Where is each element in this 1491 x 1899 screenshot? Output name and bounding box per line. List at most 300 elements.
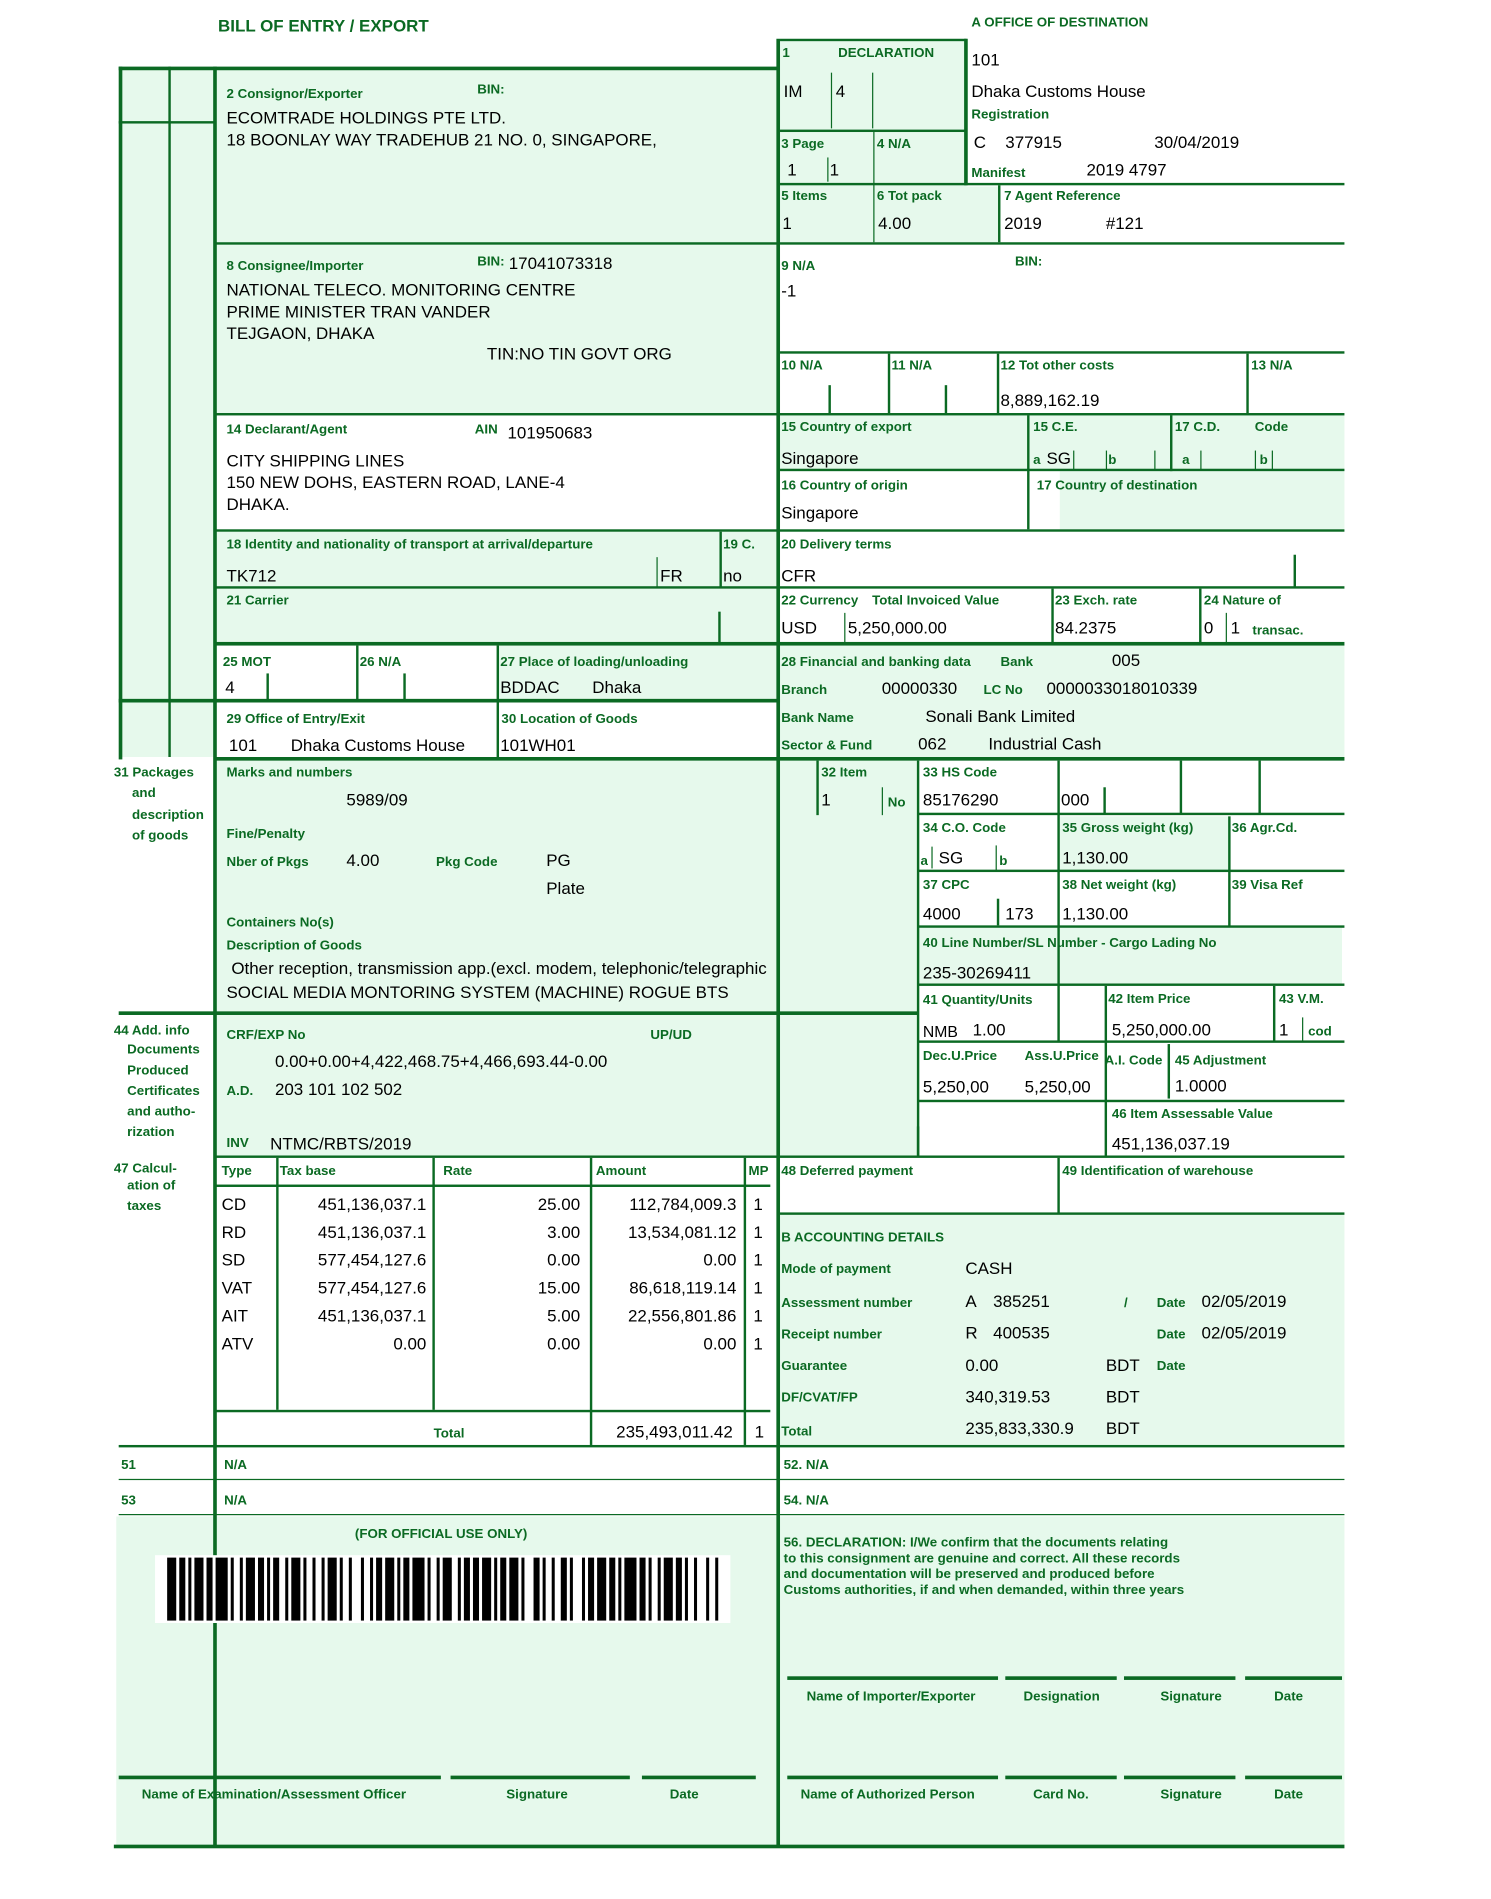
na9-value: -1 bbox=[781, 280, 797, 301]
place-code: BDDAC bbox=[500, 677, 560, 697]
barcode-bar bbox=[500, 1558, 506, 1621]
receipt-date-label: Date bbox=[1156, 1327, 1186, 1343]
line bbox=[917, 1126, 919, 1155]
cpc-label: 37 CPC bbox=[922, 878, 970, 893]
info-label-4: Certificates bbox=[127, 1084, 200, 1099]
tax-cell-type: CD bbox=[221, 1194, 247, 1214]
line bbox=[918, 1040, 1344, 1042]
office-code: 101 bbox=[971, 49, 1000, 70]
ad-label: A.D. bbox=[226, 1084, 254, 1099]
assessment-label: Assessment number bbox=[781, 1295, 913, 1311]
line bbox=[918, 870, 1344, 872]
line bbox=[216, 1185, 771, 1187]
desc-label: Description of Goods bbox=[226, 938, 362, 954]
barcode-bar bbox=[240, 1558, 243, 1621]
origin-value: Singapore bbox=[781, 502, 859, 523]
line bbox=[917, 761, 919, 1156]
identity-value: TK712 bbox=[226, 565, 277, 586]
page-label: 3 Page bbox=[781, 136, 825, 152]
bank-value: 005 bbox=[1111, 650, 1141, 670]
pkg-type: Plate bbox=[546, 878, 585, 898]
guarantee-date-label: Date bbox=[1156, 1358, 1186, 1374]
accounting-total-label: Total bbox=[781, 1424, 813, 1439]
tax-cell-mp: 1 bbox=[753, 1333, 763, 1353]
accounting-total-value: 235,833,330.9 bbox=[965, 1418, 1074, 1438]
hs-label: 33 HS Code bbox=[922, 765, 997, 781]
row-51-value: N/A bbox=[224, 1458, 248, 1473]
declarant-label: 14 Declarant/Agent bbox=[226, 422, 348, 438]
marks-label: Marks and numbers bbox=[226, 765, 353, 781]
consignee-line2: PRIME MINISTER TRAN VANDER bbox=[226, 301, 491, 321]
sig-officer-date: Date bbox=[669, 1787, 699, 1803]
tax-total-label: Total bbox=[433, 1426, 465, 1442]
cpc-ext: 173 bbox=[1005, 903, 1034, 923]
c19-label: 19 C. bbox=[723, 537, 755, 553]
na9-label: 9 N/A bbox=[781, 259, 816, 274]
tax-cell-type: SD bbox=[221, 1249, 246, 1270]
deferred-label: 48 Deferred payment bbox=[781, 1163, 914, 1179]
transac-label: transac. bbox=[1252, 623, 1304, 639]
ce-label: 15 C.E. bbox=[1033, 420, 1078, 435]
other-costs-label: 12 Tot other costs bbox=[1000, 358, 1115, 374]
price-value: 5,250,000.00 bbox=[1111, 1019, 1211, 1040]
line bbox=[780, 469, 1344, 471]
sig-authorized-name: Name of Authorized Person bbox=[800, 1787, 975, 1803]
ce-value: SG bbox=[1046, 448, 1071, 468]
mode-value: CASH bbox=[965, 1258, 1013, 1278]
df-label: DF/CVAT/FP bbox=[781, 1390, 858, 1405]
net-value: 1,130.00 bbox=[1062, 903, 1129, 923]
pkgs-label: Nber of Pkgs bbox=[226, 855, 309, 870]
declaration-56-line3: and documentation will be preserved and produced before bbox=[783, 1567, 1155, 1582]
declarant-line3: DHAKA. bbox=[226, 494, 290, 514]
ain-label: AIN bbox=[474, 422, 498, 438]
line bbox=[1105, 986, 1107, 1156]
cd-label: 17 C.D. bbox=[1174, 420, 1221, 435]
qty-value: 1.00 bbox=[972, 1019, 1006, 1040]
fund-value: Industrial Cash bbox=[988, 733, 1102, 754]
tax-cell-amount: 0.00 bbox=[703, 1249, 737, 1270]
tick bbox=[1154, 451, 1155, 470]
entry-name: Dhaka Customs House bbox=[290, 735, 466, 755]
ce-a: a bbox=[1033, 452, 1041, 468]
inv-label: INV bbox=[226, 1136, 249, 1151]
consignee-line1: NATIONAL TELECO. MONITORING CENTRE bbox=[226, 279, 576, 300]
line bbox=[216, 1410, 771, 1412]
tick bbox=[931, 847, 932, 869]
barcode-bar bbox=[464, 1558, 470, 1621]
barcode-bar bbox=[370, 1558, 373, 1621]
guarantee-currency: BDT bbox=[1105, 1355, 1140, 1375]
agr-label: 36 Agr.Cd. bbox=[1231, 821, 1298, 836]
line bbox=[1199, 589, 1201, 644]
nature-a: 0 bbox=[1203, 617, 1214, 638]
line bbox=[718, 612, 720, 643]
mot-value: 4 bbox=[225, 677, 235, 697]
line bbox=[831, 73, 832, 129]
barcode-graphic bbox=[155, 1555, 730, 1623]
tax-cell-type: VAT bbox=[221, 1277, 253, 1298]
hs-value: 85176290 bbox=[922, 789, 999, 810]
barcode-bar bbox=[267, 1558, 270, 1621]
destination-label: 17 Country of destination bbox=[1036, 478, 1198, 493]
line bbox=[119, 1445, 1345, 1447]
upud-label: UP/UD bbox=[650, 1028, 692, 1043]
exch-value: 84.2375 bbox=[1054, 617, 1117, 638]
barcode-bar bbox=[328, 1558, 337, 1621]
na10-label: 10 N/A bbox=[781, 358, 823, 374]
line bbox=[828, 385, 830, 413]
line bbox=[719, 532, 721, 588]
consignee-bin: 17041073318 bbox=[508, 253, 613, 273]
qty-unit: NMB bbox=[922, 1022, 958, 1041]
line bbox=[1273, 986, 1275, 1042]
cod-label: cod bbox=[1308, 1024, 1332, 1040]
bank-name-label: Bank Name bbox=[781, 710, 854, 726]
tax-cell-amount: 86,618,119.14 bbox=[629, 1277, 737, 1298]
warehouse-label: 49 Identification of warehouse bbox=[1062, 1163, 1254, 1179]
line bbox=[119, 1776, 441, 1780]
sig-designation: Designation bbox=[1023, 1689, 1100, 1705]
line bbox=[996, 845, 997, 870]
assessable-label: 46 Item Assessable Value bbox=[1111, 1107, 1273, 1122]
barcode-bar bbox=[412, 1558, 424, 1621]
line bbox=[964, 39, 968, 186]
assessment-value: 385251 bbox=[993, 1291, 1050, 1311]
barcode-bar bbox=[618, 1558, 621, 1621]
info-label-5: and autho- bbox=[127, 1104, 196, 1120]
tax-cell-type: AIT bbox=[221, 1305, 249, 1326]
line bbox=[432, 1158, 434, 1410]
nationality-value: FR bbox=[660, 565, 683, 586]
line bbox=[945, 385, 947, 413]
barcode-bar bbox=[397, 1558, 400, 1621]
line bbox=[1124, 1676, 1235, 1680]
receipt-prefix: R bbox=[965, 1322, 978, 1343]
barcode-bar bbox=[167, 1558, 176, 1621]
tick bbox=[1255, 451, 1256, 470]
branch-label: Branch bbox=[781, 683, 828, 698]
tax-cell-mp: 1 bbox=[753, 1194, 763, 1214]
cd-a: a bbox=[1182, 452, 1190, 468]
line bbox=[998, 185, 1000, 242]
line bbox=[216, 242, 780, 244]
barcode-bar bbox=[312, 1558, 315, 1621]
other-costs-value: 8,889,162.19 bbox=[1000, 390, 1100, 410]
line bbox=[119, 67, 123, 760]
line bbox=[918, 1100, 1344, 1102]
manifest-value: 2019 4797 bbox=[1086, 159, 1167, 180]
na13-label: 13 N/A bbox=[1251, 358, 1293, 374]
line bbox=[1168, 1044, 1170, 1099]
mot-label: 25 MOT bbox=[222, 655, 271, 670]
line bbox=[1051, 589, 1053, 644]
branch-value: 00000330 bbox=[881, 678, 958, 698]
barcode-bar bbox=[458, 1558, 461, 1621]
line bbox=[119, 699, 780, 703]
tax-cell-rate: 25.00 bbox=[537, 1194, 581, 1214]
place-label: 27 Place of loading/unloading bbox=[500, 655, 689, 670]
barcode-bar bbox=[521, 1558, 524, 1621]
tax-cell-mp: 1 bbox=[753, 1222, 763, 1242]
code-b: b bbox=[1259, 452, 1268, 468]
tax-cell-base: 577,454,127.6 bbox=[317, 1277, 427, 1298]
assessment-date-label: Date bbox=[1156, 1295, 1186, 1311]
line bbox=[1294, 555, 1296, 588]
declaration-type-b: 4 bbox=[835, 81, 846, 101]
line bbox=[1180, 761, 1182, 814]
barcode-bar bbox=[588, 1558, 594, 1621]
ass-price-label: Ass.U.Price bbox=[1024, 1048, 1099, 1064]
line bbox=[787, 1676, 998, 1680]
pkgs-value: 4.00 bbox=[346, 850, 380, 870]
co-b: b bbox=[999, 853, 1008, 869]
packages-label-4: of goods bbox=[132, 828, 189, 843]
tax-cell-rate: 5.00 bbox=[547, 1305, 581, 1326]
assessment-date: 02/05/2019 bbox=[1201, 1291, 1287, 1311]
ai-code-label: A.I. Code bbox=[1104, 1053, 1163, 1069]
line bbox=[780, 351, 1344, 353]
pkgcode-label: Pkg Code bbox=[436, 855, 498, 870]
sector-value: 062 bbox=[918, 733, 947, 754]
line bbox=[114, 1845, 1345, 1849]
barcode-bar bbox=[685, 1558, 688, 1621]
packages-label-2: and bbox=[132, 786, 156, 801]
consignor-bin-label: BIN: bbox=[477, 82, 505, 97]
barcode-bar bbox=[552, 1558, 555, 1621]
barcode-bar bbox=[246, 1558, 255, 1621]
tax-cell-type: ATV bbox=[221, 1333, 254, 1353]
taxes-label-3: taxes bbox=[127, 1199, 162, 1214]
vm-label: 43 V.M. bbox=[1279, 991, 1324, 1007]
df-value: 340,319.53 bbox=[965, 1386, 1051, 1407]
exch-label: 23 Exch. rate bbox=[1054, 593, 1138, 609]
barcode-bar bbox=[658, 1558, 661, 1621]
line bbox=[888, 354, 890, 413]
barcode-bar bbox=[340, 1558, 343, 1621]
registration-date: 30/04/2019 bbox=[1154, 132, 1240, 152]
tick bbox=[1272, 451, 1273, 470]
declaration-56-line4: Customs authorities, if and when demanded, within three years bbox=[783, 1583, 1185, 1598]
ce-b: b bbox=[1108, 452, 1117, 468]
code-label: Code bbox=[1254, 420, 1289, 435]
barcode-bar bbox=[349, 1558, 352, 1621]
barcode-bar bbox=[561, 1558, 567, 1621]
line bbox=[1226, 613, 1227, 643]
barcode-bar bbox=[509, 1558, 518, 1621]
tick bbox=[1073, 451, 1074, 470]
line-number-label: 40 Line Number/SL Number - Cargo Lading No bbox=[922, 936, 1217, 951]
item-value: 1 bbox=[821, 789, 831, 810]
tax-cell-mp: 1 bbox=[753, 1277, 763, 1298]
bank-label: Bank bbox=[1000, 655, 1034, 670]
info-label-6: rization bbox=[127, 1125, 175, 1140]
barcode-bar bbox=[676, 1558, 682, 1621]
export-country-label: 15 Country of export bbox=[781, 420, 912, 435]
entry-label: 29 Office of Entry/Exit bbox=[226, 712, 365, 727]
export-country-value: Singapore bbox=[781, 448, 859, 468]
tiv-value: 5,250,000.00 bbox=[847, 617, 947, 638]
place-name: Dhaka bbox=[592, 677, 642, 697]
barcode-bar bbox=[482, 1558, 491, 1621]
barcode-bar bbox=[361, 1558, 364, 1621]
line bbox=[997, 899, 999, 926]
line bbox=[168, 67, 170, 757]
tax-header-mp: MP bbox=[748, 1163, 769, 1179]
page-b: 1 bbox=[829, 159, 840, 180]
ass-price-value: 5,250,00 bbox=[1024, 1076, 1091, 1097]
tax-cell-rate: 0.00 bbox=[547, 1333, 581, 1353]
tick bbox=[1106, 451, 1107, 470]
co-a: a bbox=[920, 853, 928, 869]
co-value: SG bbox=[938, 847, 964, 868]
barcode-bar bbox=[188, 1558, 191, 1621]
adjustment-value: 1.0000 bbox=[1174, 1075, 1227, 1095]
tax-cell-rate: 0.00 bbox=[547, 1249, 581, 1270]
tax-cell-base: 451,136,037.1 bbox=[317, 1305, 427, 1326]
tick bbox=[1200, 451, 1201, 470]
tax-header-amount: Amount bbox=[595, 1163, 647, 1179]
official-use-label: (FOR OFFICIAL USE ONLY) bbox=[354, 1527, 528, 1542]
tax-cell-amount: 13,534,081.12 bbox=[627, 1222, 737, 1242]
vm-value: 1 bbox=[1279, 1019, 1289, 1040]
packages-label-1: 31 Packages bbox=[113, 765, 194, 781]
barcode-bar bbox=[473, 1558, 479, 1621]
packages-label-3: description bbox=[132, 807, 204, 823]
line bbox=[780, 39, 967, 41]
lc-label: LC No bbox=[983, 683, 1023, 698]
barcode bbox=[155, 1555, 730, 1623]
sig-date-top: Date bbox=[1274, 1689, 1304, 1705]
line bbox=[1258, 761, 1260, 814]
line bbox=[918, 925, 1344, 927]
barcode-bar bbox=[534, 1558, 540, 1621]
sig-officer-name: Name of Examination/Assessment Officer bbox=[141, 1787, 407, 1803]
consignee-line3: TEJGAON, DHAKA bbox=[226, 323, 375, 343]
barcode-bar bbox=[582, 1558, 585, 1621]
row-53-value: N/A bbox=[224, 1493, 248, 1508]
barcode-bar bbox=[403, 1558, 409, 1621]
barcode-bar bbox=[640, 1558, 646, 1621]
tax-cell-base: 451,136,037.1 bbox=[317, 1222, 427, 1242]
sig-signature-bottom: Signature bbox=[1160, 1787, 1222, 1803]
adjustment-label: 45 Adjustment bbox=[1174, 1053, 1267, 1069]
taxes-label-1: 47 Calcul- bbox=[113, 1161, 177, 1177]
line bbox=[1027, 415, 1029, 529]
lc-value: 0000033018010339 bbox=[1046, 678, 1198, 698]
declaration-56-line1: 56. DECLARATION: I/We confirm that the documents relating bbox=[783, 1535, 1169, 1551]
declaration-number: 1 bbox=[782, 46, 790, 61]
fine-label: Fine/Penalty bbox=[226, 827, 305, 842]
row-51-label: 51 bbox=[121, 1458, 136, 1473]
items-value: 1 bbox=[782, 213, 792, 233]
containers-label: Containers No(s) bbox=[226, 915, 334, 931]
agent-ref: #121 bbox=[1105, 213, 1144, 233]
barcode-bar bbox=[285, 1558, 288, 1621]
barcode-bar bbox=[443, 1558, 452, 1621]
declaration-type-a: IM bbox=[783, 81, 803, 101]
barcode-bar bbox=[376, 1558, 382, 1621]
c19-value: no bbox=[723, 565, 742, 586]
tax-header-type: Type bbox=[221, 1163, 252, 1179]
dec-price-value: 5,250,00 bbox=[922, 1076, 989, 1097]
line bbox=[119, 1514, 1345, 1515]
registration-prefix: C bbox=[973, 132, 987, 152]
tax-cell-base: 577,454,127.6 bbox=[317, 1249, 427, 1270]
consignee-tin: TIN:NO TIN GOVT ORG bbox=[486, 343, 672, 364]
line bbox=[403, 673, 405, 700]
delivery-label: 20 Delivery terms bbox=[781, 537, 892, 553]
co-label: 34 C.O. Code bbox=[922, 821, 1006, 836]
pkgcode-value: PG bbox=[546, 850, 571, 870]
tax-total-value: 235,493,011.42 bbox=[616, 1421, 733, 1442]
tax-cell-base: 0.00 bbox=[393, 1333, 427, 1353]
line bbox=[780, 183, 1344, 185]
tax-cell-amount: 112,784,009.3 bbox=[629, 1194, 737, 1214]
tax-cell-type: RD bbox=[221, 1222, 247, 1242]
barcode-bar bbox=[322, 1558, 325, 1621]
barcode-bar bbox=[664, 1558, 673, 1621]
na4-label: 4 N/A bbox=[876, 136, 911, 152]
line bbox=[744, 1158, 746, 1445]
declaration-label: DECLARATION bbox=[838, 46, 935, 61]
net-label: 38 Net weight (kg) bbox=[1062, 878, 1177, 893]
line bbox=[276, 1158, 278, 1410]
accounting-total-currency: BDT bbox=[1105, 1418, 1140, 1438]
line bbox=[1170, 415, 1172, 471]
line bbox=[1228, 816, 1230, 926]
barcode-bar bbox=[715, 1558, 718, 1621]
line bbox=[872, 73, 873, 129]
barcode-bar bbox=[273, 1558, 279, 1621]
barcode-bar bbox=[597, 1558, 606, 1621]
inv-value: NTMC/RBTS/2019 bbox=[270, 1133, 412, 1154]
bank-name-value: Sonali Bank Limited bbox=[925, 706, 1076, 726]
line bbox=[780, 1212, 1344, 1214]
line bbox=[119, 67, 778, 71]
ad-value: 203 101 102 502 bbox=[274, 1079, 403, 1099]
line bbox=[1302, 1017, 1303, 1041]
taxes-label-2: ation of bbox=[127, 1178, 176, 1194]
line bbox=[776, 39, 780, 1847]
line bbox=[1005, 1676, 1116, 1680]
tax-cell-amount: 22,556,801.86 bbox=[627, 1305, 737, 1326]
barcode-bar bbox=[258, 1558, 264, 1621]
tax-header-rate: Rate bbox=[443, 1163, 473, 1179]
receipt-date: 02/05/2019 bbox=[1201, 1322, 1287, 1343]
totpack-label: 6 Tot pack bbox=[876, 188, 942, 204]
barcode-bar bbox=[207, 1558, 213, 1621]
sig-card-no: Card No. bbox=[1033, 1787, 1089, 1803]
line bbox=[997, 354, 999, 413]
tax-cell-base: 451,136,037.1 bbox=[317, 1194, 427, 1214]
line bbox=[119, 1479, 1345, 1480]
form-title: BILL OF ENTRY / EXPORT bbox=[218, 15, 429, 36]
mid-bin-label: BIN: bbox=[1014, 254, 1043, 269]
office-destination-label: A OFFICE OF DESTINATION bbox=[971, 15, 1149, 31]
info-label-2: Documents bbox=[127, 1042, 200, 1058]
office-name: Dhaka Customs House bbox=[971, 81, 1146, 101]
crf-value: 0.00+0.00+4,422,468.75+4,466,693.44-0.00 bbox=[274, 1051, 608, 1071]
row-53-label: 53 bbox=[121, 1493, 136, 1508]
guarantee-label: Guarantee bbox=[781, 1358, 848, 1374]
crf-label: CRF/EXP No bbox=[226, 1028, 306, 1043]
tax-cell-rate: 3.00 bbox=[547, 1222, 581, 1242]
receipt-value: 400535 bbox=[993, 1322, 1050, 1343]
line bbox=[827, 157, 828, 181]
qty-label: 41 Quantity/Units bbox=[922, 993, 1033, 1008]
barcode-bar bbox=[216, 1558, 228, 1621]
